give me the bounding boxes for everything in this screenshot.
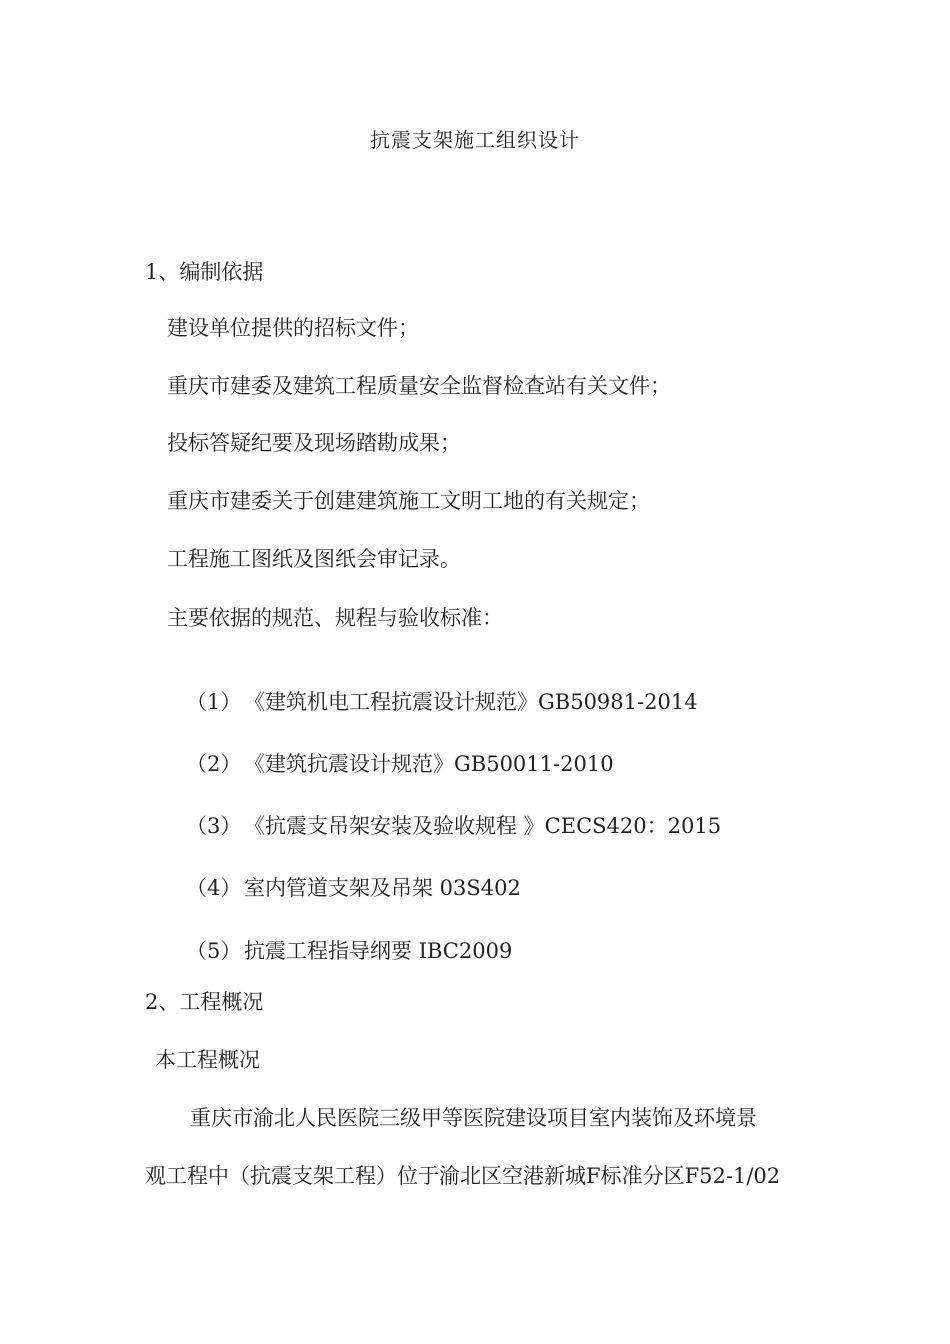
section-heading-1: 1、编制依据 [145,260,264,284]
standard-number: （4） [186,876,242,900]
section-heading-2: 2、工程概况 [145,990,264,1014]
basis-item: 建设单位提供的招标文件； [167,316,419,340]
standard-text: 《建筑机电工程抗震设计规范》GB50981-2014 [244,690,698,714]
standard-text: 室内管道支架及吊架 03S402 [244,876,521,900]
basis-item: 工程施工图纸及图纸会审记录。 [167,547,461,571]
basis-item: 投标答疑纪要及现场踏勘成果； [167,431,461,455]
standard-text: 抗震工程指导纲要 IBC2009 [244,939,513,963]
standard-text: 《抗震支吊架安装及验收规程 》CECS420：2015 [244,814,722,838]
standard-number: （3） [186,814,242,838]
paragraph-line: 观工程中（抗震支架工程）位于渝北区空港新城F标准分区F52-1/02 [145,1164,781,1188]
document-title: 抗震支架施工组织设计 [370,128,580,152]
basis-item: 重庆市建委关于创建建筑施工文明工地的有关规定； [167,489,650,513]
standard-number: （2） [186,752,242,776]
standard-number: （5） [186,939,242,963]
subsection-heading: 本工程概况 [155,1048,260,1072]
paragraph-line: 重庆市渝北人民医院三级甲等医院建设项目室内装饰及环境景 [190,1106,757,1130]
basis-item: 主要依据的规范、规程与验收标准： [167,606,503,630]
standard-text: 《建筑抗震设计规范》GB50011-2010 [244,752,614,776]
standard-number: （1） [186,690,242,714]
basis-item: 重庆市建委及建筑工程质量安全监督检查站有关文件； [167,374,671,398]
